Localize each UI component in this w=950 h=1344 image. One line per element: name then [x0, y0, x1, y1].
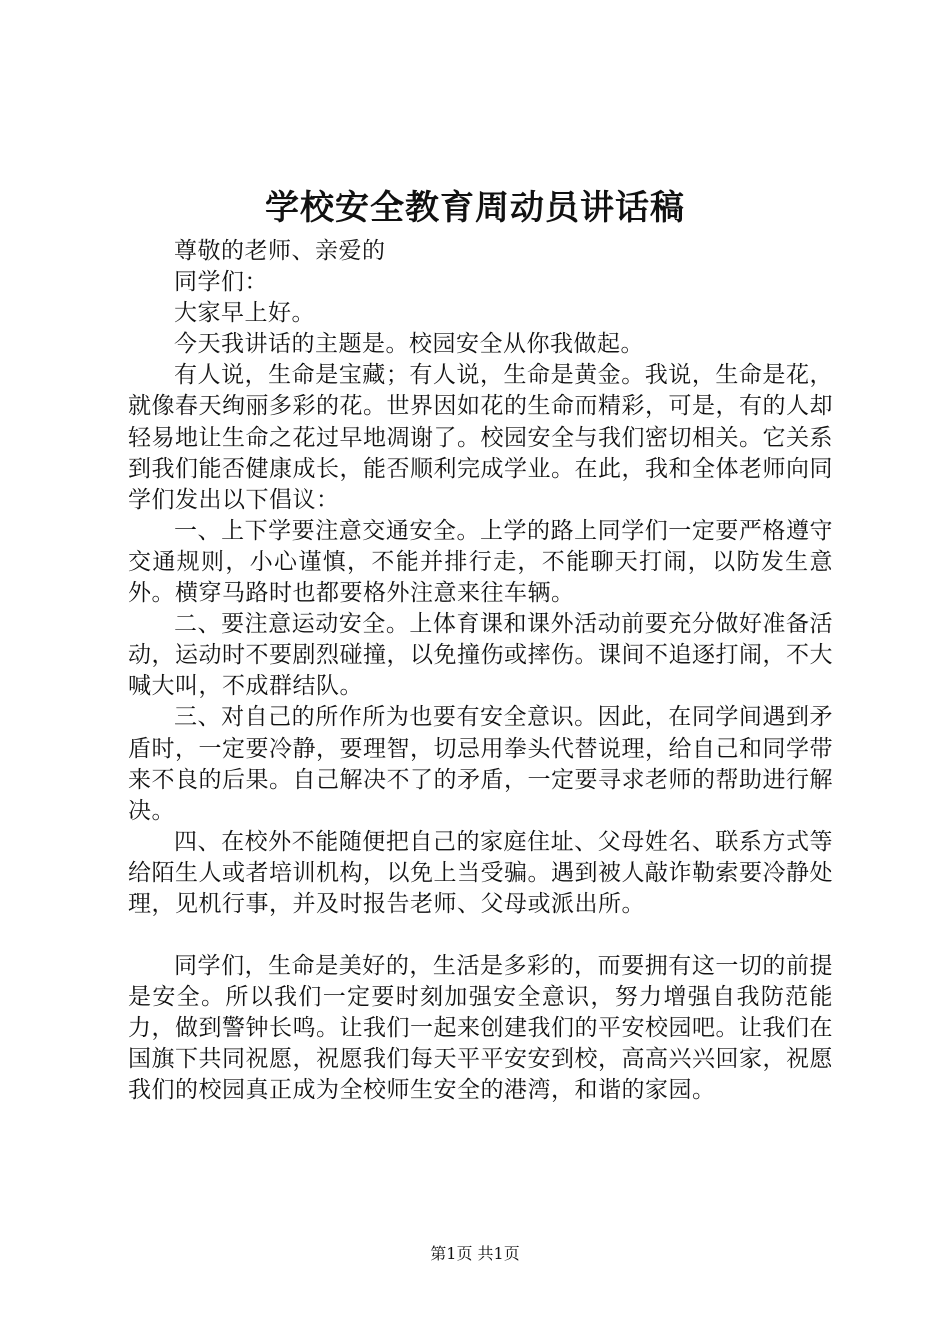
proposal-2: 二、要注意运动安全。上体育课和课外活动前要充分做好准备活动，运动时不要剧烈碰撞，以免撞伤或摔伤。课间不追逐打闹，不大喊大叫，不成群结队。: [128, 611, 833, 700]
proposal-1: 一、上下学要注意交通安全。上学的路上同学们一定要严格遵守交通规则，小心谨慎，不能并排行走，不能聊天打闹，以防发生意外。横穿马路时也都要格外注意来往车辆。: [128, 517, 833, 607]
salutation-line-1: 尊敬的老师、亲爱的: [174, 238, 386, 264]
greeting: 大家早上好。: [174, 300, 315, 327]
topic-statement: 今天我讲话的主题是。校园安全从你我做起。: [174, 331, 644, 358]
closing-paragraph: 同学们，生命是美好的，生活是多彩的，而要拥有这一切的前提是安全。所以我们一定要时刻加强安全意识，努力增强自我防范能力，做到警钟长鸣。让我们一起来创建我们的平安校园吧。让我们在国旗下共同祝愿，祝愿我们每天平平安安到校，高高兴兴回家，祝愿我们的校园真正成为全校师生安全的港湾，和谐的家园。: [128, 953, 833, 1104]
intro-paragraph: 有人说，生命是宝藏；有人说，生命是黄金。我说，生命是花，就像春天绚丽多彩的花。世界因如花的生命而精彩，可是，有的人却轻易地让生命之花过早地凋谢了。校园安全与我们密切相关。它关系到我们能否健康成长，能否顺利完成学业。在此，我和全体老师向同学们发出以下倡议：: [128, 362, 833, 513]
page-number-footer: 第1页 共1页: [430, 1244, 520, 1263]
proposal-4: 四、在校外不能随便把自己的家庭住址、父母姓名、联系方式等给陌生人或者培训机构，以免上当受骗。遇到被人敲诈勒索要冷静处理，见机行事，并及时报告老师、父母或派出所。: [128, 828, 833, 917]
salutation-line-2: 同学们：: [174, 269, 268, 296]
proposal-3: 三、对自己的所作所为也要有安全意识。因此，在同学间遇到矛盾时，一定要冷静，要理智，切忌用拳头代替说理，给自己和同学带来不良的后果。自己解决不了的矛盾，一定要寻求老师的帮助进行解决。: [128, 704, 833, 824]
document-body: [128, 236, 833, 1107]
document-title: 学校安全教育周动员讲话稿: [265, 188, 685, 228]
paragraph-gap: [128, 920, 833, 951]
